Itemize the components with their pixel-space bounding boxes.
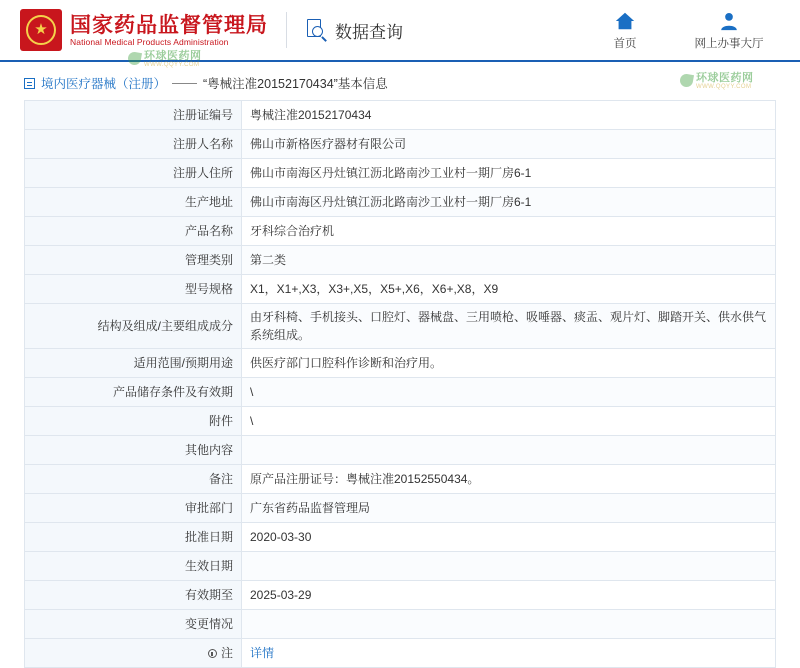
table-row-note: [25, 639, 776, 668]
table-row: [25, 407, 776, 436]
row-value: 广东省药品监督管理局: [242, 494, 776, 523]
info-icon: [208, 649, 217, 658]
registration-info-table: [24, 100, 776, 668]
nav-item-online-service-label: 网上办事大厅: [694, 37, 764, 50]
row-value: 由牙科椅、手机接头、口腔灯、器械盘、三用喷枪、吸唾器、痰盂、观片灯、脚踏开关、供水供气系统组成。: [242, 304, 776, 349]
row-label: 备注: [25, 465, 242, 494]
row-value: 供医疗部门口腔科作诊断和治疗用。: [242, 349, 776, 378]
row-value: 原产品注册证号：粤械注准20152550434。: [242, 465, 776, 494]
header-nav: [594, 10, 780, 51]
row-label: 产品名称: [25, 217, 242, 246]
row-label: 注册人名称: [25, 130, 242, 159]
row-label: 生效日期: [25, 552, 242, 581]
table-row: [25, 275, 776, 304]
table-row: [25, 217, 776, 246]
nav-item-online-service[interactable]: [694, 10, 764, 51]
row-value: [242, 552, 776, 581]
row-label: 产品储存条件及有效期: [25, 378, 242, 407]
row-label: 附件: [25, 407, 242, 436]
row-value: [242, 436, 776, 465]
watermark-sub: WWW.QQYY.COM: [696, 83, 752, 90]
table-row: [25, 304, 776, 349]
row-value: \: [242, 378, 776, 407]
nav-item-home-label: 首页: [613, 37, 637, 50]
table-row: [25, 246, 776, 275]
row-label: 批准日期: [25, 523, 242, 552]
table-row: [25, 436, 776, 465]
table-row: [25, 130, 776, 159]
row-label: 型号规格: [25, 275, 242, 304]
row-label: 管理类别: [25, 246, 242, 275]
data-query-entry[interactable]: [305, 18, 403, 43]
registration-info-table-wrap: [0, 100, 800, 668]
row-label: 变更情况: [25, 610, 242, 639]
row-value: [242, 610, 776, 639]
table-row: [25, 465, 776, 494]
organization-name-en: National Medical Products Administration: [70, 36, 229, 47]
row-value: 牙科综合治疗机: [242, 217, 776, 246]
row-label: 结构及组成/主要组成成分: [25, 304, 242, 349]
watermark-main: 环球医药网: [144, 49, 202, 62]
row-value: \: [242, 407, 776, 436]
row-value: 佛山市南海区丹灶镇江沥北路南沙工业村一期厂房6-1: [242, 188, 776, 217]
row-value: 佛山市南海区丹灶镇江沥北路南沙工业村一期厂房6-1: [242, 159, 776, 188]
breadcrumb: [0, 62, 800, 100]
table-row: [25, 523, 776, 552]
organization-logo-text: [70, 13, 268, 47]
detail-link[interactable]: 详情: [250, 646, 275, 660]
breadcrumb-current: “粤械注准20152170434”基本信息: [203, 77, 388, 91]
row-value: 第二类: [242, 246, 776, 275]
table-row: [25, 610, 776, 639]
row-value: 粤械注准20152170434: [242, 101, 776, 130]
page-header: [0, 0, 800, 62]
table-row: [25, 378, 776, 407]
row-label: 注册证编号: [25, 101, 242, 130]
breadcrumb-separator: ——: [172, 76, 198, 90]
table-row: [25, 159, 776, 188]
row-label: 其他内容: [25, 436, 242, 465]
watermark-sub: WWW.QQYY.COM: [144, 61, 200, 68]
table-row: [25, 581, 776, 610]
row-label: 审批部门: [25, 494, 242, 523]
row-value: 2025-03-29: [242, 581, 776, 610]
row-label: 生产地址: [25, 188, 242, 217]
table-row: [25, 494, 776, 523]
row-value: 佛山市新格医疗器材有限公司: [242, 130, 776, 159]
note-label: 注: [220, 646, 233, 660]
note-label-cell: [25, 639, 242, 668]
row-value: X1，X1+,X3，X3+,X5，X5+,X6，X6+,X8，X9: [242, 275, 776, 304]
table-row: [25, 188, 776, 217]
table-row: [25, 101, 776, 130]
row-label: 适用范围/预期用途: [25, 349, 242, 378]
watermark-main: 环球医药网: [696, 71, 754, 84]
breadcrumb-link[interactable]: 境内医疗器械（注册）: [41, 77, 167, 91]
header-divider: [286, 12, 287, 48]
home-icon: [614, 10, 636, 32]
document-icon: [24, 78, 35, 89]
row-label: 有效期至: [25, 581, 242, 610]
data-query-label: 数据查询: [335, 22, 403, 43]
note-value-cell: [242, 639, 776, 668]
search-document-icon: [305, 18, 329, 42]
organization-name-cn: 国家药品监督管理局: [70, 12, 268, 37]
table-row: [25, 552, 776, 581]
national-emblem-icon: [20, 9, 62, 51]
table-row: [25, 349, 776, 378]
nav-item-home[interactable]: [594, 10, 656, 51]
row-value: 2020-03-30: [242, 523, 776, 552]
row-label: 注册人住所: [25, 159, 242, 188]
user-icon: [718, 10, 740, 32]
